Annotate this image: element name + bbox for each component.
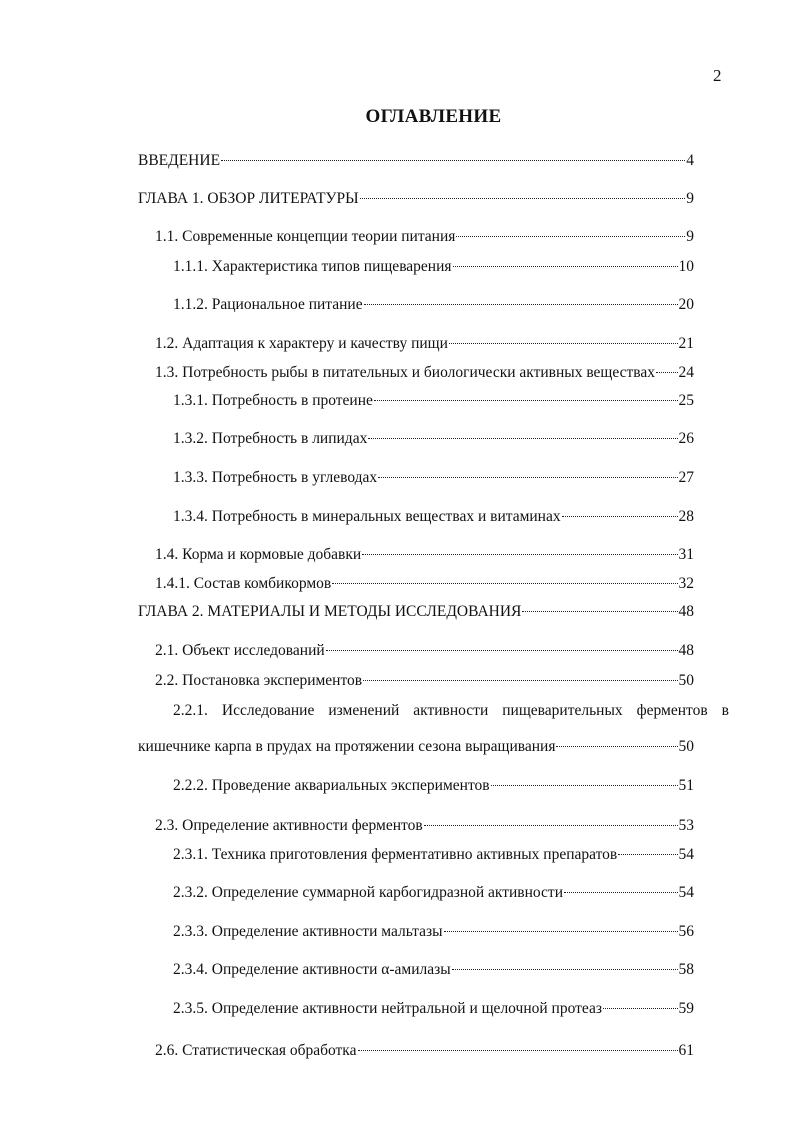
toc-entry-label: 2.3.4. Определение активности α-амилазы: [173, 961, 451, 978]
toc-entry[interactable]: [173, 882, 694, 904]
toc-entry-label: 1.4.1. Состав комбикормов: [155, 575, 332, 592]
toc-entry-page: 9: [686, 190, 694, 207]
toc-entry-label: 2.3. Определение активности ферментов: [155, 817, 423, 834]
dot-leader: [444, 931, 678, 932]
toc-entry-page: 28: [678, 508, 694, 525]
toc-entry-label: 2.2.2. Проведение аквариальных экспериментов: [173, 777, 490, 794]
toc-entry-page: 4: [686, 152, 694, 169]
toc-entry[interactable]: [155, 333, 694, 355]
toc-entry[interactable]: [155, 362, 694, 384]
toc-entry[interactable]: [173, 428, 694, 450]
dot-leader: [221, 160, 685, 161]
toc-entry[interactable]: [173, 998, 694, 1020]
toc-entry[interactable]: [155, 226, 694, 248]
toc-entry-page: 58: [678, 961, 694, 978]
dot-leader: [618, 854, 677, 855]
toc-entry-label: 1.1.2. Рациональное питание: [173, 296, 363, 313]
dot-leader: [491, 785, 678, 786]
toc-entry-label: 1.3.3. Потребность в углеводах: [173, 469, 378, 486]
toc-entry-label: 1.2. Адаптация к характеру и качеству пищи: [155, 335, 448, 352]
dot-leader: [368, 438, 677, 439]
toc-entry[interactable]: [138, 150, 694, 172]
toc-entry-page: 20: [678, 296, 694, 313]
toc-entry[interactable]: [173, 294, 694, 316]
toc-entry-page: 61: [678, 1042, 694, 1059]
toc-entry-page: 32: [678, 575, 694, 592]
dot-leader: [453, 266, 678, 267]
dot-leader: [364, 304, 678, 305]
toc-entry-label: 2.3.1. Техника приготовления ферментативно активных препаратов: [173, 846, 618, 863]
toc-entry[interactable]: [155, 544, 694, 566]
dot-leader: [564, 892, 677, 893]
dot-leader: [374, 400, 678, 401]
dot-leader: [424, 825, 678, 826]
toc-entry-page: 53: [678, 817, 694, 834]
toc-entry-page: 59: [678, 1000, 694, 1017]
toc-entry-label: 1.3.1. Потребность в протеине: [173, 392, 373, 409]
toc-entry[interactable]: [138, 188, 694, 210]
toc-entry[interactable]: [173, 506, 694, 528]
dot-leader: [332, 583, 677, 584]
dot-leader: [362, 554, 677, 555]
toc-entry-page: 25: [678, 392, 694, 409]
toc-entry-label: 1.4. Корма и кормовые добавки: [155, 546, 362, 563]
toc-entry-label: 2.3.5. Определение активности нейтральной и щелочной протеаз: [173, 1000, 602, 1017]
toc-entry[interactable]: [155, 1040, 694, 1062]
toc-entry-label: 2.2. Постановка экспериментов: [155, 672, 363, 689]
dot-leader: [522, 611, 677, 612]
toc-entry[interactable]: [155, 815, 694, 837]
toc-entry-label: 1.1.1. Характеристика типов пищеварения: [173, 258, 452, 275]
dot-leader: [656, 372, 677, 373]
toc-entry[interactable]: [155, 670, 694, 692]
toc-entry-page: 9: [686, 228, 694, 245]
toc-entry[interactable]: [173, 844, 694, 866]
toc-entry-label: 2.3.2. Определение суммарной карбогидразной активности: [173, 884, 564, 901]
toc-entry-page: 50: [678, 672, 694, 689]
toc-entry-page: 24: [678, 364, 694, 381]
toc-entry-page: 26: [678, 430, 694, 447]
toc-entry-page: 50: [678, 738, 694, 755]
toc-entry[interactable]: [173, 467, 694, 489]
dot-leader: [452, 969, 678, 970]
dot-leader: [378, 477, 677, 478]
toc-entry-label: ГЛАВА 2. МАТЕРИАЛЫ И МЕТОДЫ ИССЛЕДОВАНИЯ: [138, 603, 522, 620]
toc-entry[interactable]: [173, 959, 694, 981]
toc-entry-label: 2.3.3. Определение активности мальтазы: [173, 923, 443, 940]
toc-entry-page: 54: [678, 884, 694, 901]
toc-entry-page: 48: [678, 642, 694, 659]
toc-entry-label: ГЛАВА 1. ОБЗОР ЛИТЕРАТУРЫ: [138, 190, 359, 207]
dot-leader: [449, 343, 678, 344]
toc-entry-page: 21: [678, 335, 694, 352]
dot-leader: [358, 1050, 678, 1051]
dot-leader: [363, 680, 677, 681]
toc-entry-page: 51: [678, 777, 694, 794]
dot-leader: [456, 236, 685, 237]
toc-entry-page: 31: [678, 546, 694, 563]
toc-entry[interactable]: [173, 921, 694, 943]
toc-entry-label: 1.1. Современные концепции теории питания: [155, 228, 456, 245]
toc-entry-label: 2.1. Объект исследований: [155, 642, 325, 659]
toc-title: ОГЛАВЛЕНИЕ: [365, 106, 502, 127]
toc-entry[interactable]: [173, 390, 694, 412]
toc-entry-page: 10: [678, 258, 694, 275]
toc-entry-page: 48: [678, 603, 694, 620]
toc-entry-label: 1.3.4. Потребность в минеральных веществах и витаминах: [173, 508, 561, 525]
toc-entry-label: ВВЕДЕНИЕ: [138, 152, 221, 169]
dot-leader: [603, 1008, 678, 1009]
toc-entry[interactable]: [138, 601, 694, 623]
toc-entry[interactable]: [138, 736, 694, 758]
toc-entry[interactable]: [155, 573, 694, 595]
dot-leader: [360, 198, 686, 199]
toc-entry-page: 54: [678, 846, 694, 863]
dot-leader: [326, 650, 678, 651]
toc-entry-label: 2.6. Статистическая обработка: [155, 1042, 357, 1059]
toc-entry-page: 56: [678, 923, 694, 940]
toc-entry[interactable]: [155, 640, 694, 662]
toc-entry-label: 1.3. Потребность рыбы в питательных и биологически активных веществах: [155, 364, 656, 381]
toc-entry[interactable]: [173, 256, 694, 278]
toc-entry-label-line2: кишечнике карпа в прудах на протяжении сезона выращивания: [138, 738, 556, 755]
dot-leader: [556, 746, 677, 747]
page-number: 2: [713, 66, 722, 85]
toc-entry-label: 1.3.2. Потребность в липидах: [173, 430, 368, 447]
toc-entry-label-line1[interactable]: 2.2.1. Исследование изменений активности пищеварительных ферментов в: [173, 702, 729, 719]
toc-entry-page: 27: [678, 469, 694, 486]
toc-entry[interactable]: [173, 775, 694, 797]
dot-leader: [562, 516, 678, 517]
